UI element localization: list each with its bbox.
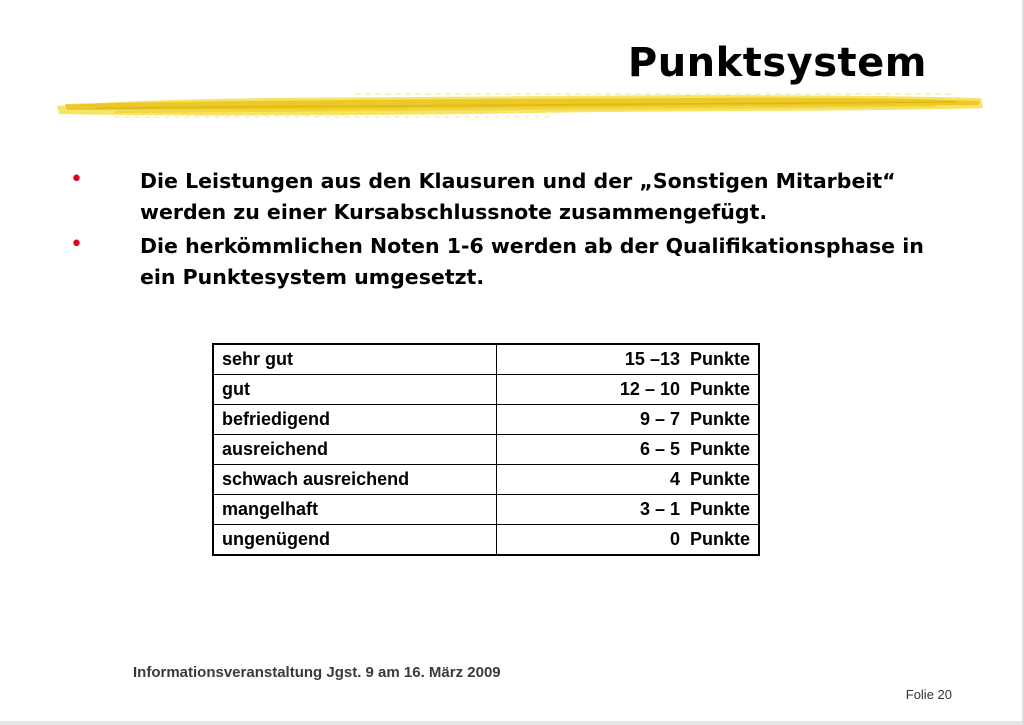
footer-text: Informationsveranstaltung Jgst. 9 am 16. März 2009 <box>133 664 501 681</box>
table-row <box>213 435 759 465</box>
grade-points-table <box>212 343 760 556</box>
bullet-list <box>70 166 930 296</box>
bullet-item <box>70 166 930 228</box>
table-row <box>213 375 759 405</box>
grade-cell: schwach ausreichend <box>213 465 497 495</box>
table-row <box>213 405 759 435</box>
table-row <box>213 495 759 525</box>
grade-cell: ungenügend <box>213 525 497 556</box>
table-row <box>213 344 759 375</box>
grade-cell: gut <box>213 375 497 405</box>
bottom-border <box>0 721 1024 725</box>
points-cell: 15 –13 Punkte <box>497 344 760 375</box>
points-cell: 4 Punkte <box>497 465 760 495</box>
slide-number: Folie 20 <box>905 687 952 702</box>
table-row <box>213 525 759 556</box>
grade-cell: befriedigend <box>213 405 497 435</box>
points-cell: 9 – 7 Punkte <box>497 405 760 435</box>
bullet-marker: • <box>70 232 83 257</box>
grade-cell: sehr gut <box>213 344 497 375</box>
slide-title: Punktsystem <box>627 40 927 86</box>
points-cell: 0 Punkte <box>497 525 760 556</box>
grade-cell: mangelhaft <box>213 495 497 525</box>
bullet-marker: • <box>70 167 83 192</box>
bullet-text: Die Leistungen aus den Klausuren und der „Sonstigen Mitarbeit“ werden zu einer Kursabschlussnote zusammengefügt. <box>140 169 896 224</box>
bullet-text: Die herkömmlichen Noten 1-6 werden ab der Qualifikationsphase in ein Punktesystem umgesetzt. <box>140 234 924 289</box>
bullet-item <box>70 231 930 293</box>
grade-cell: ausreichend <box>213 435 497 465</box>
table-row <box>213 465 759 495</box>
highlighter-stroke <box>55 88 985 122</box>
points-cell: 6 – 5 Punkte <box>497 435 760 465</box>
points-cell: 3 – 1 Punkte <box>497 495 760 525</box>
points-cell: 12 – 10 Punkte <box>497 375 760 405</box>
